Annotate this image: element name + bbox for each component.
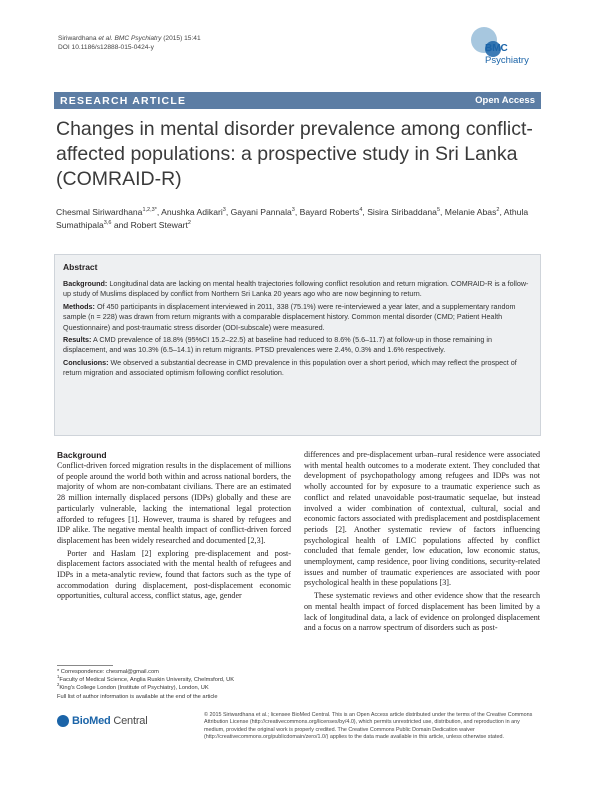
article-banner [54,92,541,109]
author [231,207,295,217]
license-statement: © 2015 Siriwardhana et al.; licensee BioMed Central. This is an Open Access article distributed under the terms of the Creative Commons Attribution License (http://creativecommons.org/licenses/by/4.0), which permits unrestricted use, distribution, and reproduction in any medium, provided the original work is properly credited. The Creative Commons Public Domain Dedication waiver (http://creativecommons.org/publicdomain/zero/1.0/) applies to the data made available in this article, unless otherwise stated. [204,712,533,741]
abstract-conclusions-label: Conclusions: [63,357,109,367]
author-name: Chesmal Siriwardhana [56,207,143,217]
author-list: Chesmal Siriwardhana$^{1,2,3*}$, Anushka Adikari$^3$, Gayani Pannala$^3$, Bayard Roberts$^4$, Sisira Siribaddana$^5$, Melanie Abas$^2$, Athula Sumathipala$^{3,6}$ and Robert Stewart$^2$ [56,207,529,230]
author [131,220,191,230]
header-authors: Siriwardhana [58,35,97,42]
citation-line [58,34,201,43]
abstract-conclusions-text: We observed a substantial decrease in CMD prevalence in this population over a short period, which may reflect the prospect of return migration and associated optimism following conflict resolution. [63,357,517,378]
author [300,207,363,217]
header-journal: BMC Psychiatry [114,35,162,42]
author-affiliation: 3,6 [103,219,112,226]
body-paragraph: Conflict-driven forced migration results in the displacement of millions of people around the world both within and across national borders, the majority of whom are non-combatant civilians. There are an estimated 28 million internally displaced persons (IDPs) globally and these are particularly vulnerable, lacking the international legal protection afforded to refugees [1]. However, trauma is shared by refugees and IDP alike. The negative mental health impact of conflict-driven forced displacement has been widely researched and documented [2,3]. [57,461,291,545]
abstract-results [63,335,532,356]
article-title: Changes in mental disorder prevalence among conflict-affected populations: a prospective study in Sri Lanka (COMRAID-R) [56,118,533,190]
affiliation-1-number: 1 [57,674,60,680]
author [56,207,157,217]
biomed-central-wordmark [72,715,147,727]
affiliation-2-text: King's College London (Institute of Psychiatry), London, UK [59,685,209,692]
author-affiliation: 2 [496,207,500,214]
wordmark-part2: Central [110,715,148,727]
author-name: Melanie Abas [444,207,497,217]
journal-logo [471,27,551,85]
author-name: Athula Sumathipala [56,207,529,230]
body-paragraph: Porter and Haslam [2] exploring pre-displacement and post-displacement factors associated with the mental health of refugees and IDPs in a meta-analytic review, found that factors such as the type of accommodation during displacement, post-displacement economic opportunities, cultural access, conflict status, age, gender [57,548,291,601]
wordmark-part1: BioMed [72,715,111,727]
header-etal: et al. [98,35,113,42]
affiliation-2 [57,684,291,692]
affiliation-2-number: 2 [57,682,60,688]
author-name: Gayani Pannala [230,207,292,217]
affiliation-1 [57,676,291,684]
abstract-results-label: Results: [63,335,92,345]
footnotes [57,668,291,701]
author-affiliation: 1,2,3* [142,207,157,214]
abstract-results-text: A CMD prevalence of 18.8% (95%CI 15.2–22.5) at baseline had reduced to 8.6% (5.6–11.7) at follow-up in those remaining in displacement, and was 10.3% (6.5–14.1) in return migrants. PTSD prevalences were 2.4%, 0.3% and 1.6% respectively. [63,335,492,355]
abstract-box [54,254,541,436]
author-name: Anushka Adikari [161,207,223,217]
article-type: RESEARCH ARTICLE [60,94,187,107]
author-name: Sisira Siribaddana [367,207,437,217]
author-name: Bayard Roberts [299,207,360,217]
biomed-central-mark-icon [57,715,69,727]
abstract-methods [63,302,532,333]
author [367,207,440,217]
body-paragraph: These systematic reviews and other evidence show that the research on mental health impact of forced displacement has been limited by a lack of longitudinal data, a lack of evidence on prolonged displacement and a focus on a narrow spectrum of disorders such as post- [304,591,540,633]
body-paragraph: differences and pre-displacement urban–rural residence were associated with mental health outcomes to a moderate extent. They concluded that development of psychopathology among refugees and IDPs was not wholly accounted for by exposure to a traumatic experience such as conflict and related unavoidable post-traumatic sequelae, but instead involved a wider combination of contextual, cultural, social and economic factors associated with predisplacement and postdisplacement periods [2]. Another systematic review of factors influencing psychological health of LMIC populations affected by conflict concluded that female gender, low education, low economic status, unemployment, camp residence, poor living conditions, security-related issues and number of traumatic experiences are associated with poor psychological health in these populations [3]. [304,450,540,588]
author-affiliation: 4 [359,207,363,214]
author [161,207,226,217]
correspondence-note: * Correspondence: chesmal@gmail.com [57,669,159,675]
logo-journal-name: Psychiatry [485,55,529,66]
author-affiliation: 3 [222,207,226,214]
abstract-background-text: Longitudinal data are lacking on mental health trajectories following conflict resolution and return migration. COMRAID-R is a follow-up study of Muslims displaced by conflict from Northern Sri Lanka 20 years ago who are now beginning to return. [63,279,529,299]
full-author-info-note: Full list of author information is available at the end of the article [57,693,218,700]
body-column-left [57,450,291,602]
abstract-background-label: Background: [63,279,108,288]
abstract-background [63,279,532,300]
author-name: Robert Stewart [130,219,188,230]
doi-line: DOI 10.1186/s12888-015-0424-y [58,44,154,51]
author-affiliation: 3 [291,207,295,214]
header-volume: (2015) 15:41 [163,35,201,42]
abstract-heading: Abstract [63,262,98,272]
abstract-conclusions [63,358,532,379]
abstract-methods-text: Of 450 participants in displacement interviewed in 2011, 338 (75.1%) were re-interviewed a year later, and a supplementary random sample (n = 228) was drawn from return migrants with a comparable displacement history. Common mental disorder (CMD; Patient Health Questionnaire) and post-traumatic stress disorder (ODI-subscale) were measured. [63,301,516,332]
abstract-methods-label: Methods: [63,301,95,311]
author [445,207,500,217]
body-column-right [304,450,540,634]
open-access-label: Open Access [475,95,535,106]
author-affiliation: 2 [187,219,191,226]
running-header [58,34,201,52]
section-heading-background: Background [57,450,107,460]
biomed-central-logo [57,713,157,729]
author-affiliation: 5 [436,207,440,214]
footnote-divider [57,665,113,666]
logo-brand: BMC [485,43,508,54]
affiliation-1-text: Faculty of Medical Science, Anglia Ruskin University, Chelmsford, UK [59,677,235,684]
